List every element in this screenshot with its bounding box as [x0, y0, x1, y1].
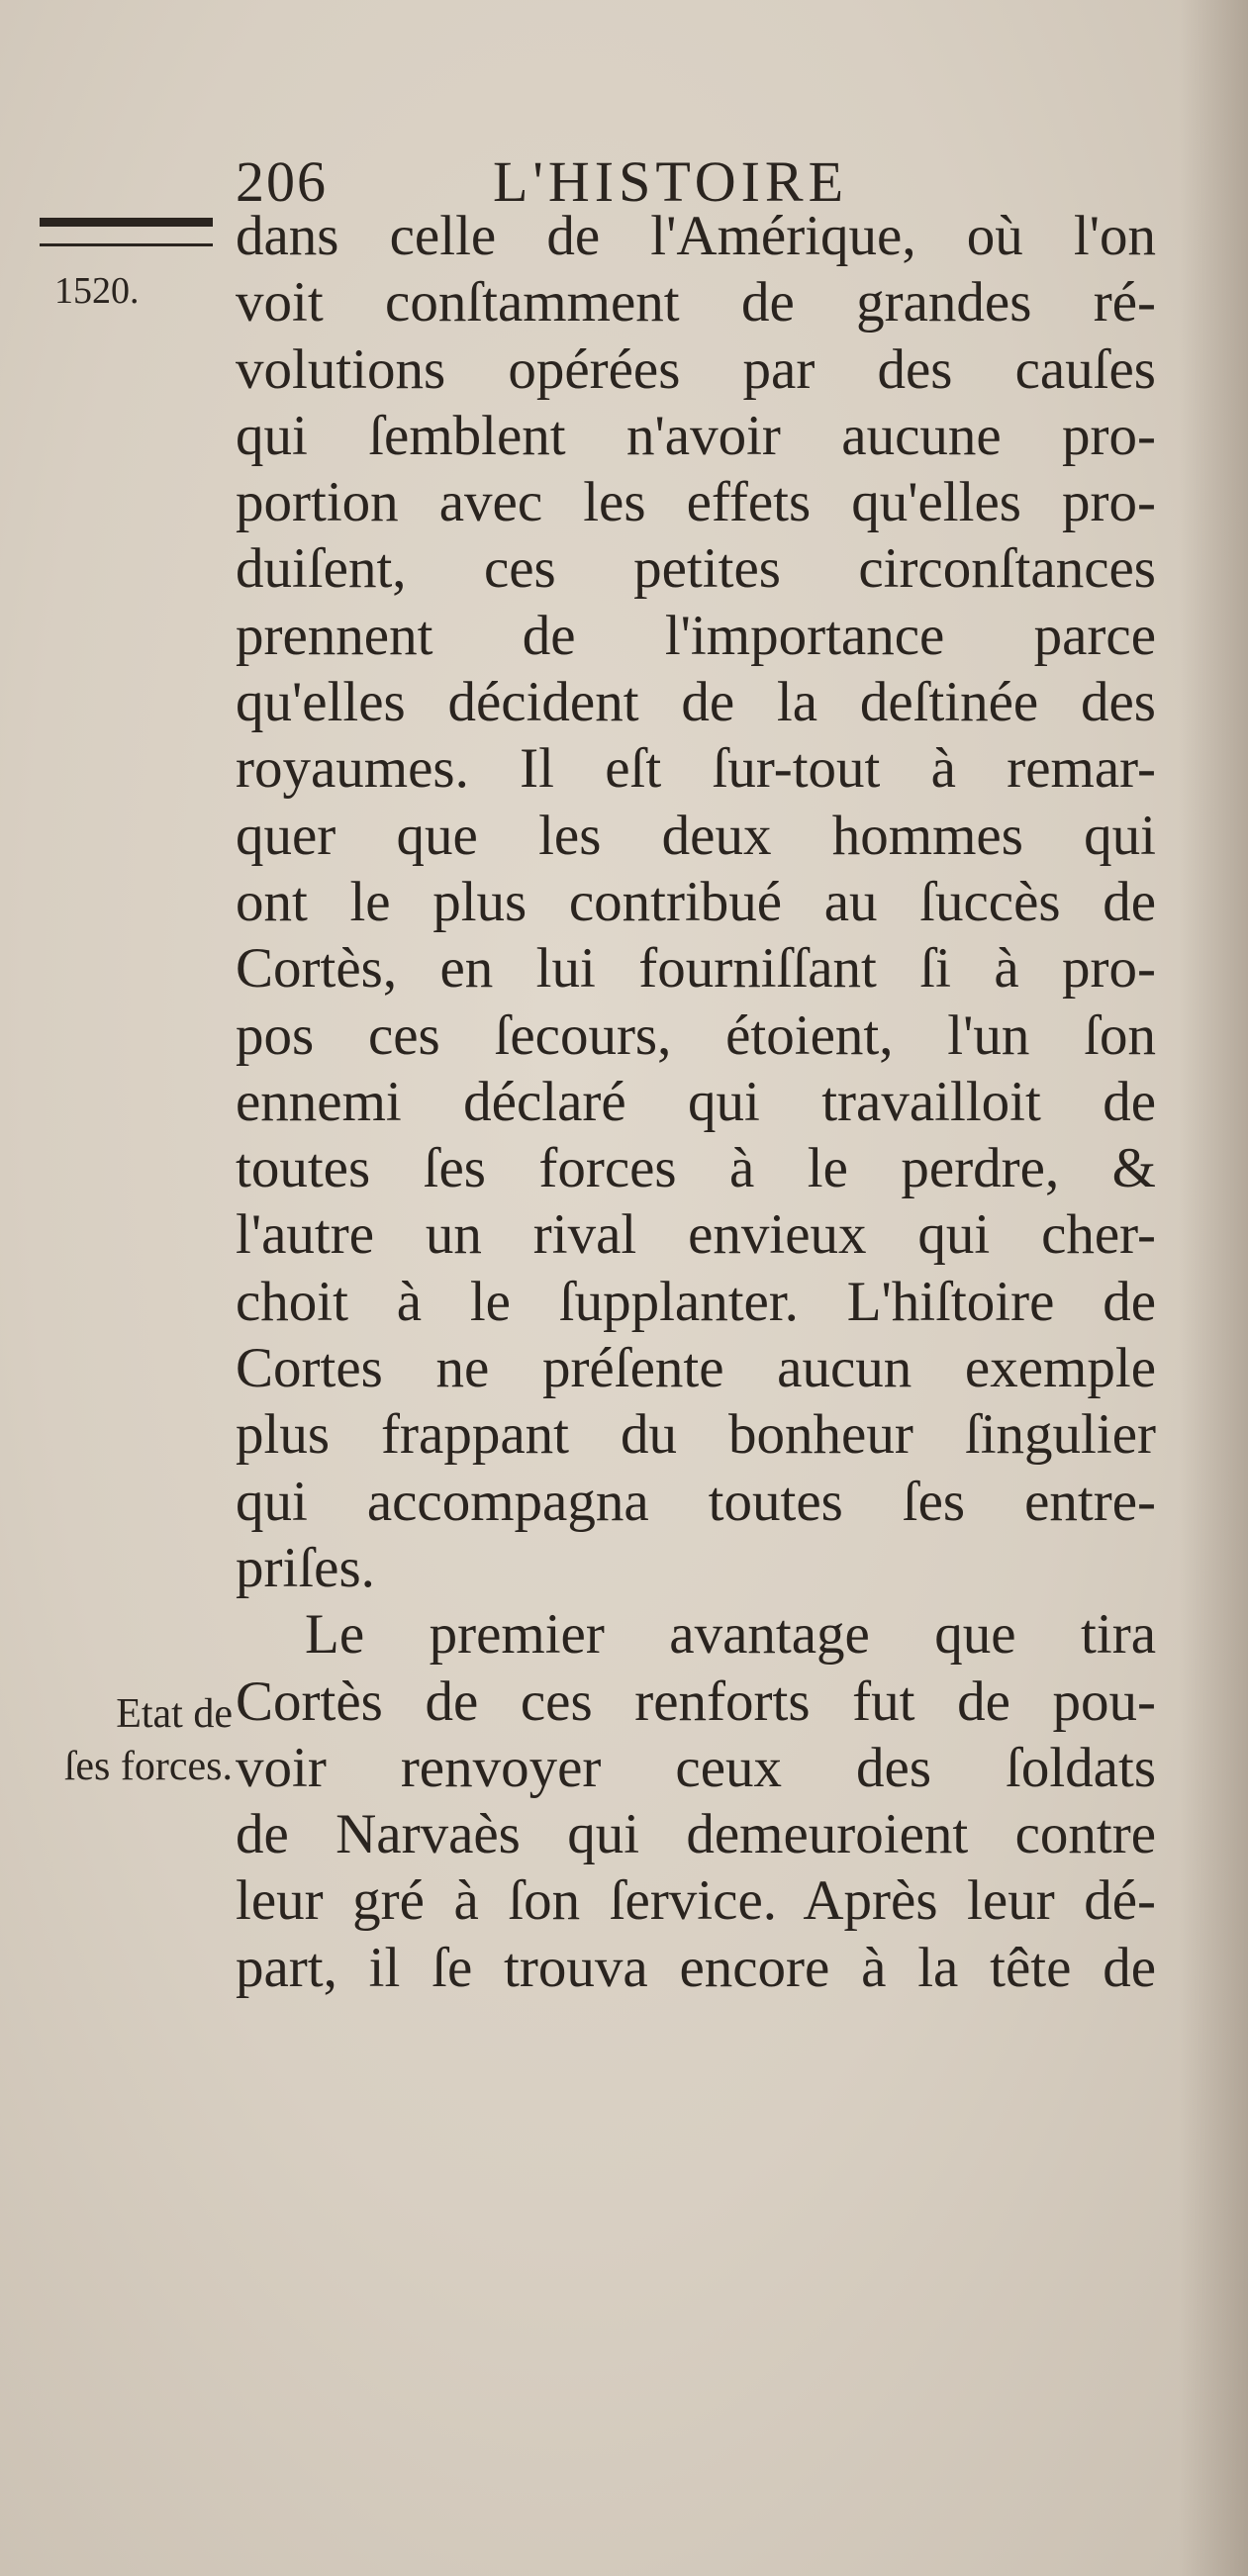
margin-date: 1520. [54, 270, 140, 312]
text-line: qu'elles décident de la deſtinée des [236, 671, 1156, 734]
text-line: de Narvaès qui demeuroient contre [236, 1803, 1156, 1866]
page-number: 206 [236, 149, 328, 214]
text-line: ont le plus contribué au ſuccès de [236, 870, 1156, 933]
margin-rule-thin [40, 243, 213, 246]
text-line: Cortès, en lui fourniſſant ſi à pro- [236, 937, 1156, 1001]
text-line: choit à le ſupplanter. L'hiſtoire de [236, 1270, 1156, 1333]
text-line: part, il ſe trouva encore à la tête de [236, 1936, 1156, 1999]
text-line: prennent de l'importance parce [236, 604, 1156, 667]
margin-note-line: ſes forces. [63, 1744, 233, 1789]
text-line: ennemi déclaré qui travailloit de [236, 1070, 1156, 1133]
text-line: l'autre un rival envieux qui cher- [236, 1203, 1156, 1267]
margin-rule-thick [40, 218, 213, 227]
text-line: duiſent, ces petites circonſtances [236, 537, 1156, 601]
text-line: qui accompagna toutes ſes entre- [236, 1470, 1156, 1533]
text-line: voir renvoyer ceux des ſoldats [236, 1736, 1156, 1799]
text-line: dans celle de l'Amérique, où l'on [236, 205, 1156, 267]
text-line: Le premier avantage que tira [305, 1603, 1156, 1667]
text-line: portion avec les effets qu'elles pro- [236, 471, 1156, 534]
text-line: pos ces ſecours, étoient, l'un ſon [236, 1003, 1156, 1067]
text-line: Cortès de ces renforts fut de pou- [236, 1670, 1156, 1733]
margin-note-line: Etat de [116, 1691, 233, 1737]
text-line: Cortes ne préſente aucun exemple [236, 1337, 1156, 1400]
text-line: voit conſtamment de grandes ré- [236, 271, 1156, 334]
text-line: plus frappant du bonheur ſingulier [236, 1403, 1156, 1467]
text-line: quer que les deux hommes qui [236, 804, 1156, 867]
text-line: toutes ſes forces à le perdre, & [236, 1137, 1156, 1200]
text-line: leur gré à ſon ſervice. Après leur dé- [236, 1869, 1156, 1933]
page-edge-shadow [1179, 0, 1248, 2576]
body-text [236, 203, 1156, 2001]
text-line: priſes. [236, 1536, 375, 1599]
text-line: qui ſemblent n'avoir aucune pro- [236, 404, 1156, 467]
text-line: volutions opérées par des cauſes [236, 337, 1156, 401]
text-line: royaumes. Il eſt ſur-tout à remar- [236, 737, 1156, 801]
running-head: L'HISTOIRE [493, 149, 849, 214]
